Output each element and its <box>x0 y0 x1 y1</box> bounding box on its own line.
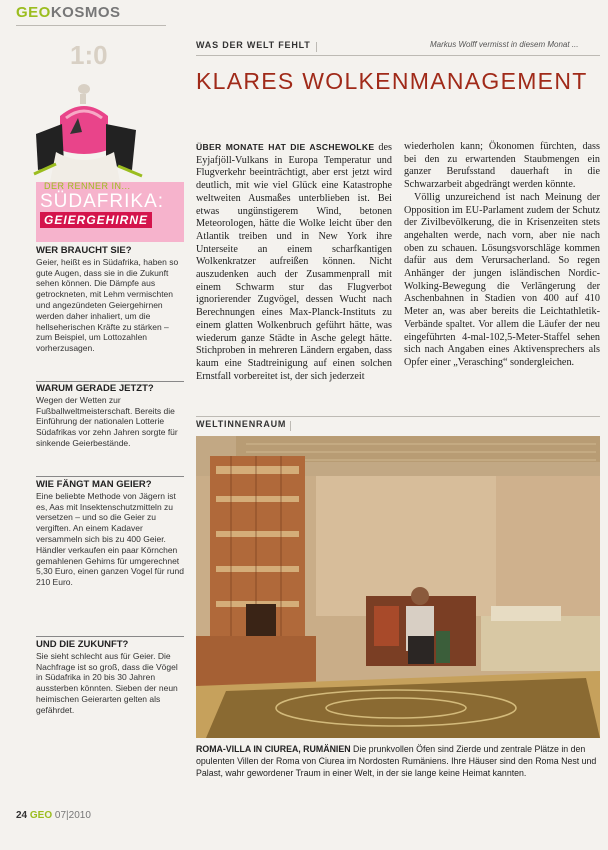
ratio-text: 1:0 <box>70 40 108 70</box>
article-lead: ÜBER MONATE HAT DIE ASCHEWOLKE <box>196 142 375 152</box>
photo-section-label: WELTINNENRAUM <box>196 419 287 429</box>
footer-issue: 07|2010 <box>54 810 91 821</box>
kicker-divider <box>316 42 317 52</box>
badge-country: SÜDAFRIKA: <box>40 191 165 212</box>
vulture-illustration <box>26 34 176 182</box>
article-headline: KLARES WOLKENMANAGEMENT <box>196 68 588 94</box>
brand-kosmos: KOSMOS <box>50 4 121 21</box>
qa-3-answer: Eine beliebte Methode von Jägern ist es, Aas mit Insektenschutzmitteln zu versetzen – und so die Geier zu vergiften. An einem Kadaver versammeln sich bis zu 400 Geier. Händler verkaufen ein paar Körnchen gemahlenen Gehirns für umgerechnet 5,30 Euro, einen ganzen Vogel für rund 210 Euro. <box>36 490 184 588</box>
article-col2-p2: Völlig unzureichend ist nach Meinung der Opposition im EU-Parlament zudem der Schutz der Zivilbevölkerung, die in Krisenzeiten stets angehalten werde, nach vorn, aber nie nach oben zu schauen. Lösungsvorschläge kommen dafür aus dem Verursacherland. So regen Anhänger der jungen isländischen Nordic-Wolking-Bewegung die Verlängerung der Aschenbahnen in Stadien von 400 auf 410 Meter an, was aber bereits die Leichtathletik-Verbände spaltet. Vor allem die Läufer der neu eingeführten 4-mal-102,5-Meter-Staffel sehen sich nach Angaben eines Aktivensprechers als Opfer einer „Verasching“ sondergleichen. <box>404 191 600 368</box>
section-kicker: WAS DER WELT FEHLT <box>196 40 311 50</box>
sidebar-qa-2 <box>36 384 184 449</box>
article-column-1 <box>196 141 392 383</box>
brand-logo <box>16 4 121 21</box>
header-rule <box>196 55 600 56</box>
sidebar-qa-3 <box>36 480 184 588</box>
brand-rule <box>16 25 166 26</box>
qa-4-question: UND DIE ZUKUNFT? <box>36 639 129 650</box>
caption-lead: ROMA-VILLA IN CIUREA, RUMÄNIEN <box>196 744 351 754</box>
badge-item-text: GEIERGEHIRNE <box>40 212 152 228</box>
qa-separator <box>36 381 184 382</box>
qa-separator <box>36 476 184 477</box>
qa-separator <box>36 636 184 637</box>
article-col2-p1: wiederholen kann; Ökonomen fürchten, dass bei den zu erwartenden Staubmengen ein ganzer Berufsstand dauerhaft in die Schwarzarbeit abgedrängt werden könnte. <box>404 141 600 191</box>
caption-text: Die prunkvollen Öfen sind Zierde und zentrale Plätze in den opulenten Villen der Roma von Ciurea im Nordosten Rumäniens. Ihre Häuser sind den Roma Nest und Palast, wahr gewordener Traum in einer Welt, in der sie lange keine Heimat kannten. <box>196 744 597 778</box>
sidebar-qa-4 <box>36 640 184 716</box>
photo-label-divider <box>290 421 291 431</box>
roma-villa-photo <box>196 436 600 738</box>
footer-magazine: GEO <box>29 810 53 821</box>
qa-1-question: WER BRAUCHT SIE? <box>36 245 132 256</box>
qa-2-answer: Wegen der Wetten zur Fußballweltmeisterschaft. Bereits die Einführung der nationalen Lotterie Südafrikas vor zehn Jahren sorgte für sinkende Geierbestände. <box>36 394 178 448</box>
qa-3-question: WIE FÄNGT MAN GEIER? <box>36 479 152 490</box>
brand-geo: GEO <box>16 4 51 21</box>
photo-caption <box>196 743 600 779</box>
badge-item <box>40 213 152 227</box>
photo-rule-top <box>196 416 600 417</box>
qa-1-answer: Geier, heißt es in Südafrika, haben so gute Augen, dass sie in die Zukunft sehen können. Die Dämpfe aus getrockneten, mit Lehm vermischten und angezündeten Geiergehirnen werden daher inhaliert, um die hellseherischen Kräfte zu stärken – zum Beispiel, um Lottozahlen vorherzusagen. <box>36 256 179 354</box>
article-column-2 <box>404 141 600 370</box>
author-note: Markus Wolff vermisst in diesem Monat ... <box>430 40 579 49</box>
page-footer <box>16 810 91 821</box>
page-number: 24 <box>16 810 28 821</box>
qa-2-question: WARUM GERADE JETZT? <box>36 383 154 394</box>
article-col1-text: des Eyjafjöll-Vulkans in Europa Temperatur und Flugverkehr beeinträchtigt, aber erst jetzt wird deutlich, mit wie viel Glück eine Katastrophe weltweiten Ausmaßes unterblieben ist. Bei etwas ungünstigerem Wind, betonen Meteorologen, hätte die Wolke leicht über den Atlantik treiben und in New York ihre Unterseite an einem scharfkantigen Wolkenkratzer aufreißen können. Nicht auszudenken auch der Zusammenprall mit einem Schwarm stur das Flugverbot ignorierender Zugvögel, dessen Wucht nach Berechnungen eines Max-Planck-Instituts zu einem glatten Wolkenbruch geführt hätte, was wiederum ganze Städte in Asche gelegt hätte. Stichproben in mehreren Ländern ergaben, dass kaum eine Stadtreinigung auf einen solchen Ernstfall vorbereitet ist, der sich jederzeit <box>196 142 392 382</box>
badge-top: DER RENNER IN... <box>44 181 131 191</box>
sidebar-qa-1 <box>36 246 184 354</box>
qa-4-answer: Sie sieht schlecht aus für Geier. Die Nachfrage ist so groß, dass die Vögel in Südafrika in 20 bis 30 Jahren aussterben könnten. Sieben der neun heimischen Geierarten gelten als gefährdet. <box>36 650 178 715</box>
